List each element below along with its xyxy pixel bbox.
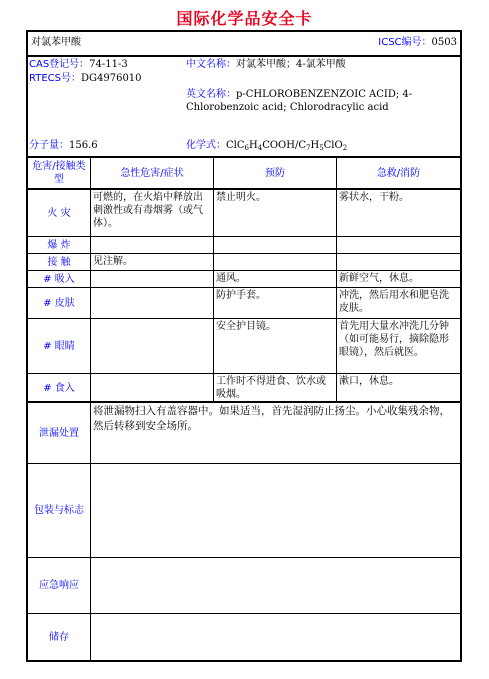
- header-hazard-type: 危害/接触类型: [32, 161, 86, 185]
- rtecs-value: DG4976010: [80, 73, 142, 84]
- header-acute-hazard: 急性危害/症状: [120, 167, 184, 179]
- row-eyes-prevention: 安全护目镜。: [216, 321, 276, 332]
- english-name-label: 英文名称：: [186, 89, 236, 100]
- cas-number: [29, 58, 128, 71]
- row-inhalation-type: # 吸入: [43, 273, 75, 285]
- molecular-weight-label: 分子量：: [29, 140, 69, 151]
- row-exposure-hazard: 见注解。: [93, 256, 133, 267]
- row-explosion-hazard: [91, 237, 213, 239]
- row-eyes-aid: 首先用大量水冲洗几分钟（如可能易行，摘除隐形眼镜），然后就医。: [339, 321, 449, 358]
- formula-label: 化学式：: [186, 140, 226, 151]
- emergency-label: 应急响应: [39, 580, 79, 591]
- packaging-label: 包装与标志: [34, 505, 84, 516]
- header-prevention: 预防: [265, 167, 285, 179]
- chinese-name-label: 中文名称：: [186, 59, 236, 70]
- row-ingestion-hazard: [91, 374, 213, 376]
- icsc-number: [378, 36, 457, 49]
- emergency-text: [91, 558, 459, 560]
- spill-label: 泄漏处置: [39, 427, 79, 439]
- rtecs-number: [29, 72, 142, 85]
- safety-card: [26, 30, 462, 662]
- row-explosion-aid: [337, 237, 460, 239]
- chemical-name: 对氯苯甲酸: [31, 37, 81, 48]
- header-first-aid: 急救/消防: [376, 167, 421, 179]
- row-inhalation-aid: 新鲜空气，休息。: [339, 273, 419, 284]
- chinese-name: [186, 58, 458, 71]
- packaging-text: [91, 464, 459, 466]
- icsc-label: ICSC编号：: [378, 37, 432, 48]
- row-ingestion-aid: 漱口，休息。: [339, 376, 399, 387]
- row-inhalation-prevention: 通风。: [216, 273, 246, 284]
- cas-value: 74-11-3: [89, 59, 128, 70]
- row-skin-aid: 冲洗，然后用水和肥皂洗皮肤。: [339, 290, 449, 314]
- icsc-value: 0503: [431, 37, 457, 48]
- row-ingestion-type: # 食入: [43, 382, 75, 394]
- row-explosion-type: 爆 炸: [47, 239, 71, 251]
- chemical-formula: [186, 139, 347, 152]
- row-explosion-prevention: [214, 237, 336, 239]
- row-exposure-type: 接 触: [47, 256, 71, 268]
- english-name-value: p-CHLOROBENZENZOIC ACID; 4-Chlorobenzoic acid; Chlorodracylic acid: [186, 89, 413, 113]
- molecular-weight: [29, 139, 98, 152]
- english-name: [186, 88, 458, 114]
- row-fire-prevention: 禁止明火。: [216, 192, 266, 203]
- row-eyes-hazard: [91, 319, 213, 321]
- row-inhalation-hazard: [91, 271, 213, 273]
- row-fire-hazard: 可燃的，在火焰中释放出刺激性或有毒烟雾（或气体）。: [93, 192, 203, 229]
- formula-value: $ClC_6H_4COOH/C_7H_5ClO_2$: [226, 140, 348, 152]
- card-title: 国际化学品安全卡: [176, 9, 313, 28]
- cas-label: CAS登记号：: [29, 59, 90, 70]
- row-skin-hazard: [91, 288, 213, 290]
- row-skin-prevention: 防护手套。: [216, 290, 266, 301]
- rtecs-label: RTECS号：: [29, 73, 81, 84]
- storage-text: [91, 614, 459, 616]
- row-skin-type: # 皮肤: [43, 297, 75, 309]
- chinese-name-value: 对氯苯甲酸；4-氯苯甲酸: [236, 59, 346, 70]
- molecular-weight-value: 156.6: [69, 140, 98, 151]
- row-eyes-type: # 眼睛: [43, 340, 75, 352]
- row-ingestion-prevention: 工作时不得进食、饮水或吸烟。: [216, 376, 326, 400]
- row-fire-aid: 雾状水，干粉。: [339, 192, 409, 203]
- storage-label: 储存: [49, 631, 69, 643]
- spill-text: 将泄漏物扫入有盖容器中。如果适当，首先湿润防止扬尘。小心收集残余物，然后转移到安全场所。: [93, 405, 450, 432]
- row-fire-type: 火 灾: [47, 207, 71, 219]
